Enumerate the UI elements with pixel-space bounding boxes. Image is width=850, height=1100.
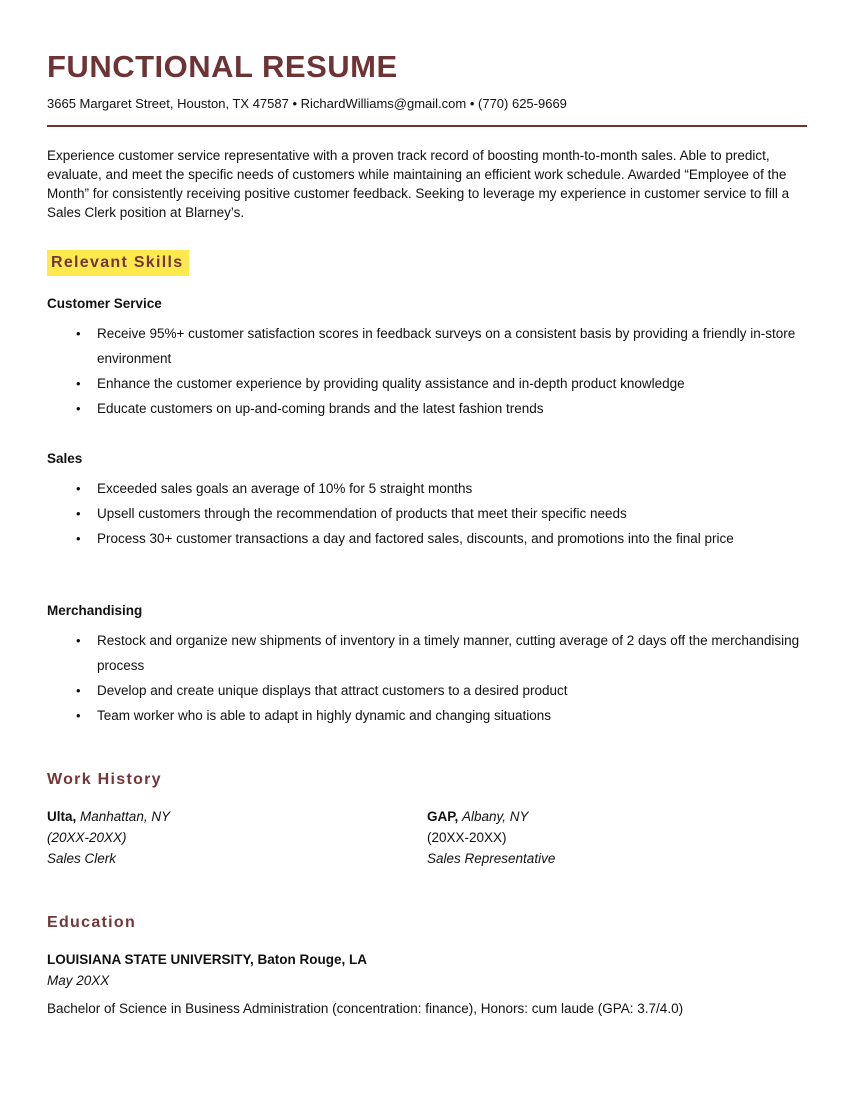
education-section bbox=[47, 913, 807, 1018]
job-company: Ulta, bbox=[47, 809, 77, 824]
skill-bullet: • Upsell customers through the recommendation of products that meet their specific needs bbox=[47, 501, 802, 526]
job-dates: (20XX-20XX) bbox=[427, 830, 507, 845]
skill-bullet: • Team worker who is able to adapt in highly dynamic and changing situations bbox=[47, 703, 802, 728]
work-history-heading: Work History bbox=[47, 771, 162, 788]
skill-group-name: Sales bbox=[47, 451, 83, 466]
skill-list bbox=[47, 476, 802, 551]
contact-line: 3665 Margaret Street, Houston, TX 47587 • RichardWilliams@gmail.com • (770) 625-9669 bbox=[47, 96, 567, 111]
job-company: GAP, bbox=[427, 809, 459, 824]
job-entry-ulta bbox=[47, 806, 427, 869]
skill-list bbox=[47, 628, 802, 728]
education-date: May 20XX bbox=[47, 973, 110, 988]
skill-group-name: Customer Service bbox=[47, 296, 162, 311]
skills-section bbox=[47, 250, 807, 728]
skills-heading: Relevant Skills bbox=[47, 250, 189, 276]
education-degree: Bachelor of Science in Business Administration (concentration: finance), Honors: cum laude (GPA: 3.7/4.0) bbox=[47, 1001, 684, 1016]
job-location: Manhattan, NY bbox=[80, 809, 171, 824]
skill-bullet: • Enhance the customer experience by providing quality assistance and in-depth product knowledge bbox=[47, 371, 802, 396]
education-heading: Education bbox=[47, 914, 137, 931]
work-history-section bbox=[47, 770, 807, 869]
skill-bullet: • Process 30+ customer transactions a day and factored sales, discounts, and promotions into the final price bbox=[47, 526, 802, 551]
header-divider bbox=[47, 125, 807, 127]
page-title: FUNCTIONAL RESUME bbox=[47, 49, 398, 84]
job-title: Sales Clerk bbox=[47, 851, 117, 866]
summary-paragraph: Experience customer service representative with a proven track record of boosting month-to-month sales. Able to predict, evaluate, and meet the specific needs of customers while maintaining an efficient work schedule. Awarded “Employee of the Month” for consistently receiving positive customer feedback. Seeking to leverage my experience in customer service to fill a Sales Clerk position at Blarney’s. bbox=[47, 148, 790, 220]
skill-bullet: • Educate customers on up-and-coming brands and the latest fashion trends bbox=[47, 396, 802, 421]
skill-list bbox=[47, 321, 802, 421]
skill-bullet: • Restock and organize new shipments of inventory in a timely manner, cutting average of 2 days off the merchandising process bbox=[47, 628, 802, 678]
skill-group-merchandising bbox=[47, 603, 807, 728]
job-location: Albany, NY bbox=[462, 809, 529, 824]
job-entry-gap bbox=[427, 806, 807, 869]
job-title: Sales Representative bbox=[427, 851, 556, 866]
education-school: LOUISIANA STATE UNIVERSITY, Baton Rouge, LA bbox=[47, 952, 368, 967]
job-dates: (20XX-20XX) bbox=[47, 830, 127, 845]
skill-group-sales bbox=[47, 451, 807, 551]
skill-group-name: Merchandising bbox=[47, 603, 143, 618]
skill-bullet: • Exceeded sales goals an average of 10% for 5 straight months bbox=[47, 476, 802, 501]
skill-bullet: • Receive 95%+ customer satisfaction scores in feedback surveys on a consistent basis by providing a friendly in-store environment bbox=[47, 321, 802, 371]
skill-group-customer-service bbox=[47, 296, 807, 421]
skill-bullet: • Develop and create unique displays that attract customers to a desired product bbox=[47, 678, 802, 703]
